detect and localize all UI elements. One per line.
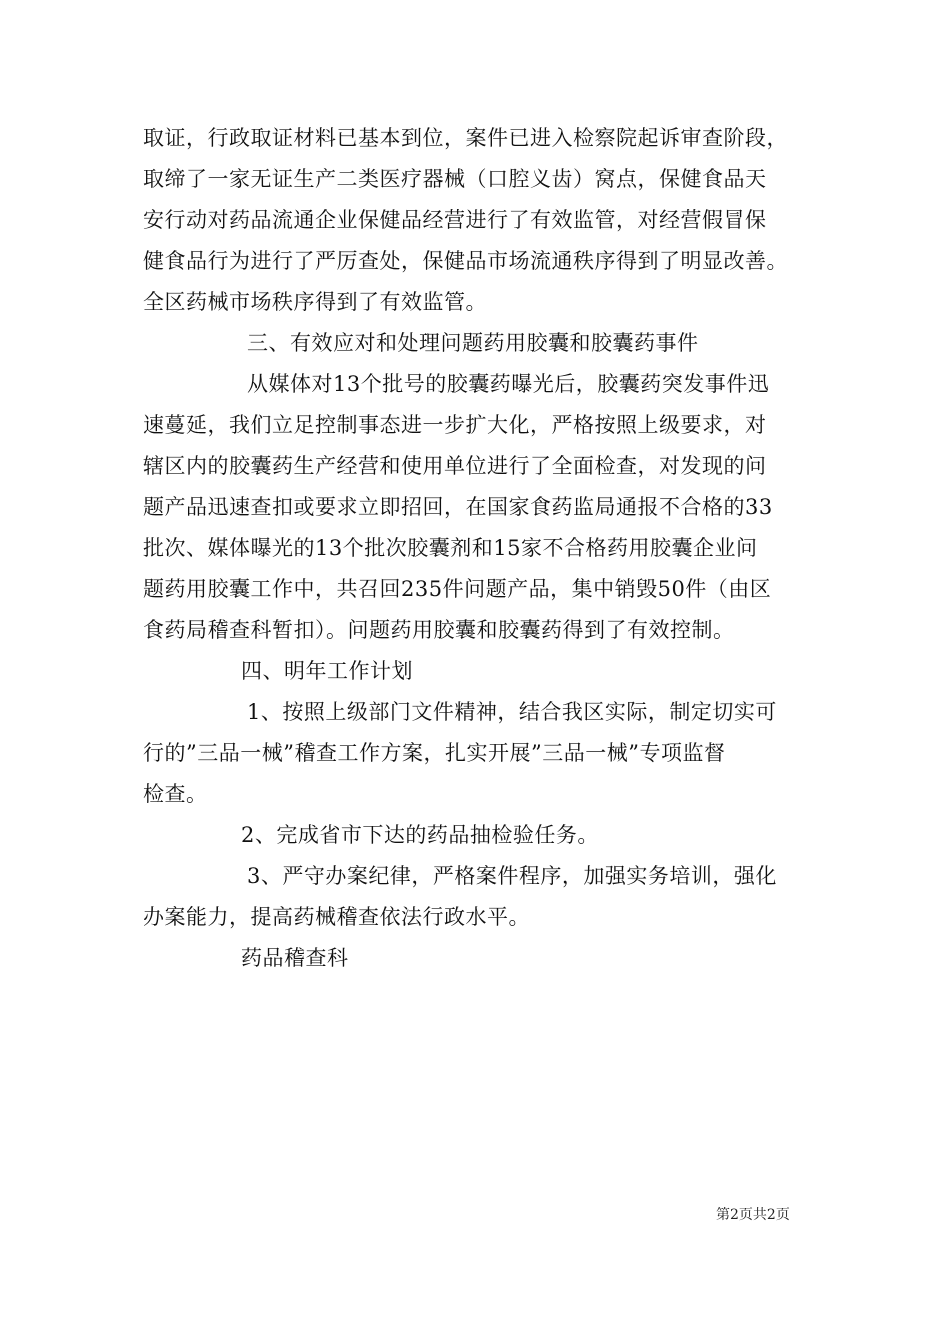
paragraph-line: 速蔓延，我们立足控制事态进一步扩大化，严格按照上级要求，对 (143, 413, 767, 437)
section-heading: 四、明年工作计划 (241, 659, 413, 683)
paragraph-line: 安行动对药品流通企业保健品经营进行了有效监管，对经营假冒保 (143, 208, 767, 232)
document-body (143, 118, 833, 979)
paragraph-line: 取证，行政取证材料已基本到位，案件已进入检察院起诉审查阶段， (143, 126, 788, 150)
paragraph-line: 3、严守办案纪律，严格案件程序，加强实务培训，强化 (247, 864, 777, 888)
paragraph-line: 2、完成省市下达的药品抽检验任务。 (241, 823, 599, 847)
page-number: 第2页共2页 (716, 1207, 790, 1223)
paragraph-line: 办案能力，提高药械稽查依法行政水平。 (143, 905, 530, 929)
paragraph-line: 食药局稽查科暂扣）。问题药用胶囊和胶囊药得到了有效控制。 (143, 618, 735, 642)
paragraph-line: 批次、媒体曝光的13个批次胶囊剂和15家不合格药用胶囊企业问 (143, 536, 758, 560)
paragraph-line: 辖区内的胶囊药生产经营和使用单位进行了全面检查，对发现的问 (143, 454, 767, 478)
section-heading: 三、有效应对和处理问题药用胶囊和胶囊药事件 (247, 331, 699, 355)
paragraph-line: 健食品行为进行了严厉查处，保健品市场流通秩序得到了明显改善。 (143, 249, 788, 273)
signature-line: 药品稽查科 (241, 946, 349, 970)
paragraph-line: 1、按照上级部门文件精神，结合我区实际，制定切实可 (247, 700, 777, 724)
paragraph-line: 行的”三品一械”稽查工作方案，扎实开展”三品一械”专项监督 (143, 741, 726, 765)
paragraph-line: 全区药械市场秩序得到了有效监管。 (143, 290, 487, 314)
paragraph-line: 检查。 (143, 782, 208, 806)
paragraph-line: 取缔了一家无证生产二类医疗器械（口腔义齿）窝点，保健食品天 (143, 167, 767, 191)
paragraph-line: 从媒体对13个批号的胶囊药曝光后，胶囊药突发事件迅 (247, 372, 770, 396)
paragraph-line: 题产品迅速查扣或要求立即招回，在国家食药监局通报不合格的33 (143, 495, 773, 519)
paragraph-line: 题药用胶囊工作中，共召回235件问题产品，集中销毁50件（由区 (143, 577, 772, 601)
